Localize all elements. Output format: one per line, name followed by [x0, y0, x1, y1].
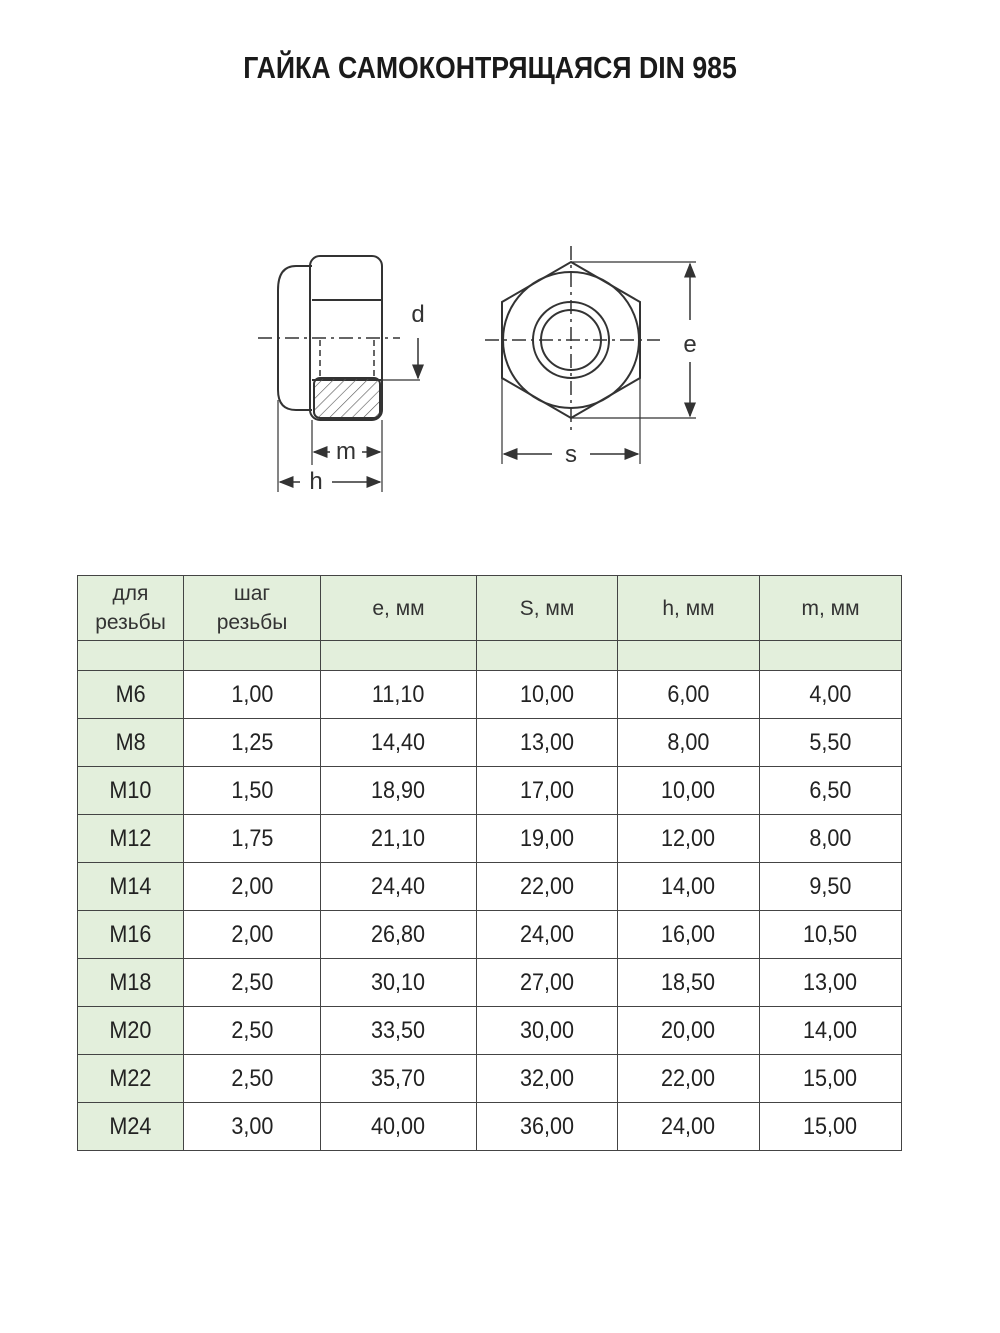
value-cell: 8,00: [618, 719, 760, 767]
table-row: [78, 719, 902, 767]
nut-technical-drawing: [0, 0, 1000, 560]
table-header-row: [78, 576, 902, 641]
value-cell: 20,00: [618, 1007, 760, 1055]
value-cell: 18,50: [618, 959, 760, 1007]
value-cell: 35,70: [321, 1055, 477, 1103]
nut-front-view: [485, 246, 696, 464]
header-s: S, мм: [477, 576, 618, 641]
value-cell: 5,50: [760, 719, 902, 767]
value-cell: 21,10: [321, 815, 477, 863]
thread-size-cell: M8: [78, 719, 184, 767]
value-cell: 1,25: [184, 719, 321, 767]
value-cell: 24,00: [477, 911, 618, 959]
header-thread: для резьбы: [78, 576, 184, 641]
table-row: [78, 815, 902, 863]
value-cell: 12,00: [618, 815, 760, 863]
table-row: [78, 1103, 902, 1151]
header-e: e, мм: [321, 576, 477, 641]
value-cell: 22,00: [477, 863, 618, 911]
value-cell: 32,00: [477, 1055, 618, 1103]
value-cell: 2,50: [184, 959, 321, 1007]
table-row: [78, 767, 902, 815]
value-cell: 14,00: [618, 863, 760, 911]
value-cell: 30,00: [477, 1007, 618, 1055]
table-row: [78, 863, 902, 911]
value-cell: 14,00: [760, 1007, 902, 1055]
dim-label-e: e: [683, 331, 697, 358]
value-cell: 15,00: [760, 1103, 902, 1151]
value-cell: 24,40: [321, 863, 477, 911]
value-cell: 17,00: [477, 767, 618, 815]
value-cell: 10,00: [618, 767, 760, 815]
value-cell: 24,00: [618, 1103, 760, 1151]
value-cell: 30,10: [321, 959, 477, 1007]
thread-size-cell: M12: [78, 815, 184, 863]
value-cell: 6,50: [760, 767, 902, 815]
thread-size-cell: M16: [78, 911, 184, 959]
value-cell: 8,00: [760, 815, 902, 863]
value-cell: 1,00: [184, 671, 321, 719]
thread-size-cell: M22: [78, 1055, 184, 1103]
page-title: ГАЙКА САМОКОНТРЯЩАЯСЯ DIN 985: [243, 50, 737, 85]
thread-size-cell: M18: [78, 959, 184, 1007]
header-pitch: шаг резьбы: [184, 576, 321, 641]
dim-label-d: d: [411, 301, 425, 328]
value-cell: 2,50: [184, 1055, 321, 1103]
value-cell: 2,50: [184, 1007, 321, 1055]
thread-size-cell: M6: [78, 671, 184, 719]
value-cell: 40,00: [321, 1103, 477, 1151]
thread-size-cell: M20: [78, 1007, 184, 1055]
value-cell: 36,00: [477, 1103, 618, 1151]
dimensions-table: [77, 575, 902, 1151]
value-cell: 10,50: [760, 911, 902, 959]
header-h: h, мм: [618, 576, 760, 641]
dim-label-s: s: [565, 441, 577, 468]
table-row: [78, 1007, 902, 1055]
header-m: m, мм: [760, 576, 902, 641]
table-row: [78, 1055, 902, 1103]
table-row: [78, 911, 902, 959]
value-cell: 18,90: [321, 767, 477, 815]
value-cell: 2,00: [184, 863, 321, 911]
value-cell: 22,00: [618, 1055, 760, 1103]
dim-label-m: m: [336, 438, 356, 465]
dim-label-h: h: [309, 468, 323, 495]
value-cell: 15,00: [760, 1055, 902, 1103]
value-cell: 13,00: [477, 719, 618, 767]
value-cell: 2,00: [184, 911, 321, 959]
value-cell: 19,00: [477, 815, 618, 863]
thread-size-cell: M14: [78, 863, 184, 911]
table-row: [78, 671, 902, 719]
value-cell: 1,75: [184, 815, 321, 863]
table-subheader-row: [78, 641, 902, 671]
thread-size-cell: M10: [78, 767, 184, 815]
value-cell: 9,50: [760, 863, 902, 911]
value-cell: 4,00: [760, 671, 902, 719]
value-cell: 11,10: [321, 671, 477, 719]
value-cell: 26,80: [321, 911, 477, 959]
value-cell: 1,50: [184, 767, 321, 815]
value-cell: 27,00: [477, 959, 618, 1007]
thread-size-cell: M24: [78, 1103, 184, 1151]
value-cell: 13,00: [760, 959, 902, 1007]
value-cell: 3,00: [184, 1103, 321, 1151]
value-cell: 33,50: [321, 1007, 477, 1055]
table-row: [78, 959, 902, 1007]
value-cell: 16,00: [618, 911, 760, 959]
value-cell: 10,00: [477, 671, 618, 719]
value-cell: 14,40: [321, 719, 477, 767]
value-cell: 6,00: [618, 671, 760, 719]
